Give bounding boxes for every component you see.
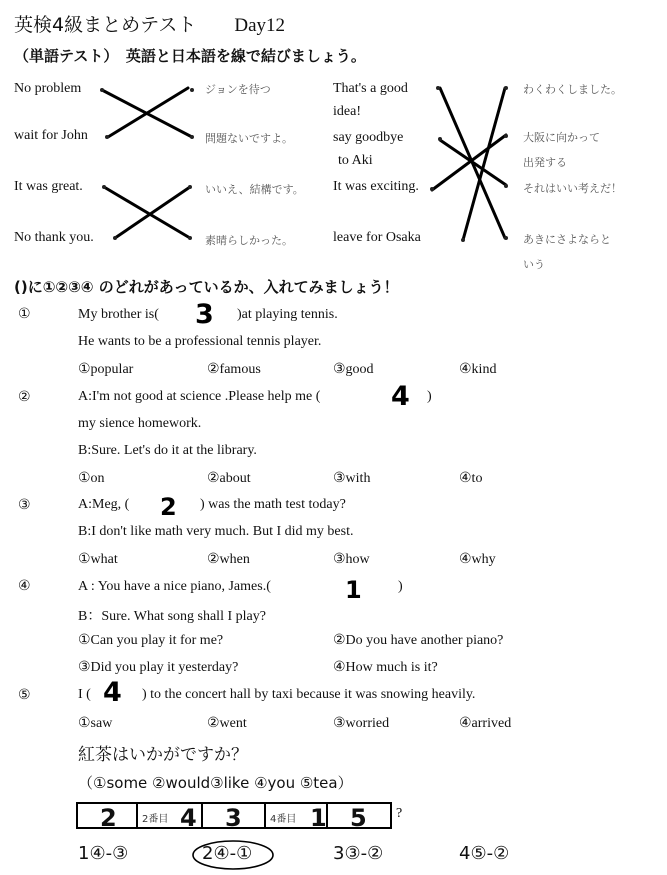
order-box-3-answer: 3 [225,804,242,832]
q4-line1-pre: A : You have a nice piano, James.( [78,579,271,594]
q2-line3: B:Sure. Let's do it at the library. [78,443,257,458]
final-choice-4[interactable]: 4⑤-② [459,843,510,864]
match-dot [105,135,109,139]
match-line-right-3 [432,135,506,190]
vocab-right-en-1b: idea! [333,104,361,119]
vocab-right-jp-2b: 出発する [523,156,567,169]
q2-line1-pre: A:I'm not good at science .Please help me ( [78,389,321,404]
q5-choice-2: ②went [207,716,247,731]
q1-answer: 3 [195,299,214,330]
q2-choice-1: ①on [78,471,105,486]
q4-answer: 1 [345,576,362,604]
q3-answer: 2 [160,493,177,521]
q1-choice-4: ④kind [459,362,497,377]
match-dot [436,86,440,90]
order-box-4[interactable] [266,804,328,832]
order-box-2-answer: 4 [180,804,197,832]
q2-choice-3: ③with [333,471,371,486]
vocab-right-jp-4a: あきにさよならと [523,233,611,246]
match-dot [188,185,192,189]
day-label: Day12 [234,15,285,36]
title-text: 英検4級まとめテスト [14,14,197,36]
final-choice-1[interactable]: 1④-③ [78,843,129,864]
match-dot [504,86,508,90]
vocab-right-en-4: leave for Osaka [333,230,421,245]
vocab-right-jp-1: わくわくしました。 [523,83,622,96]
match-line-right-1 [440,88,505,238]
match-dot [190,135,194,139]
vocab-right-jp-3: それはいい考えだ！ [523,182,622,195]
q4-choice-1: ①Can you play it for me? [78,633,224,648]
q3-line1-post: ) was the math test today? [200,497,346,512]
q1-line1-post: )at playing tennis. [237,307,338,322]
match-dot [190,88,194,92]
ordering-boxes [76,802,392,832]
q5-number: ⑤ [18,687,31,703]
order-box-2-label: 2番目 [142,814,169,825]
match-dot [188,236,192,240]
q5-choice-4: ④arrived [459,716,512,731]
vocab-left-jp-2: 問題ないですよ。 [205,132,293,145]
order-box-1[interactable] [78,804,138,832]
match-line-right-4 [463,88,505,240]
q4-choice-4: ④How much is it? [333,660,438,675]
q1-line2: He wants to be a professional tennis player. [78,334,322,349]
q4-line1-post: ) [398,579,403,594]
match-dot [438,137,442,141]
section2-heading: ()に①②③④ のどれがあっているか、入れてみましょう！ [14,278,399,296]
vocab-left-jp-1: ジョンを待つ [205,83,271,96]
match-dot [461,238,465,242]
q4-number: ④ [18,578,31,594]
vocab-left-en-4: No thank you. [14,230,94,245]
q2-line2: my sience homework. [78,416,202,431]
q2-line1-post: ) [427,389,432,404]
order-box-3[interactable] [203,804,266,832]
vocab-right-en-2a: say goodbye [333,130,404,145]
q5-choice-1: ①saw [78,716,113,731]
page-title [14,10,285,37]
order-box-4-answer: 1 [310,804,327,832]
match-dot [504,184,508,188]
order-box-5[interactable] [328,804,390,832]
sorting-words: （①some ②would③like ④you ⑤tea） [78,774,353,792]
q4-choice-2: ②Do you have another piano? [333,633,504,648]
match-line-right-2 [440,140,506,185]
q2-choice-2: ②about [207,471,251,486]
final-choice-2[interactable]: 2④-① [202,843,253,864]
q4-choice-3: ③Did you play it yesterday? [78,660,239,675]
q2-number: ② [18,389,31,405]
section1-heading: （単語テスト） 英語と日本語を線で結びましょう。 [14,47,366,65]
q3-choice-4: ④why [459,552,496,567]
match-dot [100,88,104,92]
q5-line1-pre: I ( [78,687,91,702]
match-dot [430,187,434,191]
q5-choice-3: ③worried [333,716,390,731]
match-dot [504,134,508,138]
vocab-left-en-3: It was great. [14,179,83,194]
q1-choice-3: ③good [333,362,374,377]
q3-line2: B:I don't like math very much. But I did my best. [78,524,354,539]
q3-number: ③ [18,497,31,513]
q1-number: ① [18,306,31,322]
order-box-4-label: 4番目 [270,814,297,825]
vocab-right-jp-4b: いう [523,258,545,271]
q3-choice-3: ③how [333,552,370,567]
vocab-right-jp-2a: 大阪に向かって [523,131,600,144]
vocab-left-jp-3: いいえ、結構です。 [205,183,304,196]
match-dot [113,236,117,240]
question-mark: ? [396,806,403,821]
match-line-left-3 [104,187,190,238]
match-dot [504,236,508,240]
q1-choice-1: ①popular [78,362,134,377]
vocab-right-en-2b: to Aki [338,153,373,168]
match-line-left-4 [115,187,190,238]
q1-choice-2: ②famous [207,362,261,377]
vocab-right-en-1a: That's a good [333,81,408,96]
q2-choice-4: ④to [459,471,483,486]
q3-choice-1: ①what [78,552,118,567]
vocab-left-en-1: No problem [14,81,82,96]
q3-line1-pre: A:Meg, ( [78,497,130,512]
match-dot [102,185,106,189]
q1-line1-pre: My brother is( [78,307,159,322]
q4-line2: B：Sure. What song shall I play? [78,609,266,624]
final-choice-3[interactable]: 3③-② [333,843,384,864]
q5-line1-post: ) to the concert hall by taxi because it was snowing heavily. [142,687,476,702]
sorting-prompt: 紅茶はいかがですか？ [78,745,248,765]
order-box-5-answer: 5 [350,804,367,832]
q2-answer: 4 [391,381,410,412]
q5-answer: 4 [103,677,122,708]
vocab-left-en-2: wait for John [14,128,88,143]
vocab-right-en-3: It was exciting. [333,179,419,194]
match-line-left-2 [108,88,188,137]
match-line-left-1 [102,90,192,137]
order-box-1-answer: 2 [100,804,117,832]
order-box-2[interactable] [138,804,203,832]
q3-choice-2: ②when [207,552,250,567]
vocab-left-jp-4: 素晴らしかった。 [205,234,293,247]
